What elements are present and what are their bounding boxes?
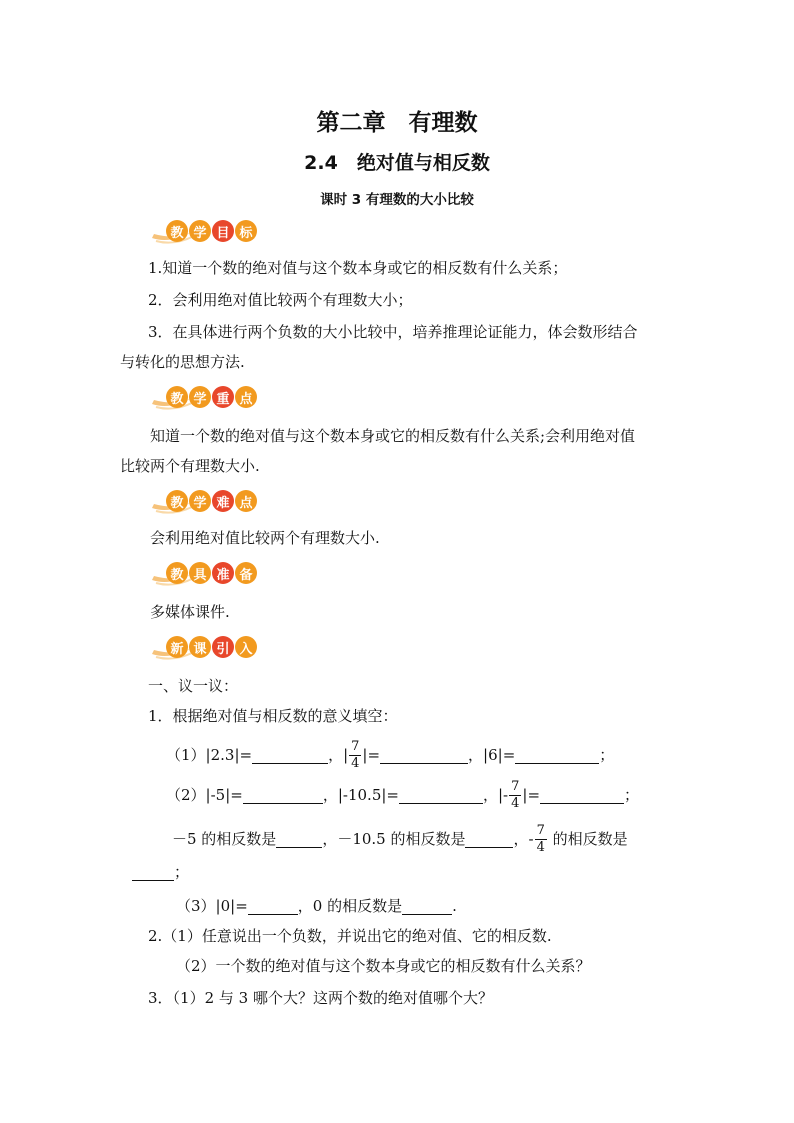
section-header-tools [150,560,258,586]
fill-line-3: －5 的相反数是 ，－10.5 的相反数是 ，- $\frac{7}{4}$ 的相反数是 [172,822,628,855]
answer-blank[interactable] [132,864,174,881]
header-char: 课 [189,636,211,658]
section-title: 2.4 绝对值与相反数 [304,152,490,174]
goal-line-1: 1.知道一个数的绝对值与这个数本身或它的相反数有什么关系； [148,259,568,277]
fraction: $\frac{7}{4}$ [536,822,545,855]
answer-blank[interactable] [380,747,468,764]
tools-line: 多媒体课件. [150,603,230,621]
header-char: 准 [212,562,234,584]
header-char: 学 [189,490,211,512]
header-char: 重 [212,386,234,408]
key-line-1: 知道一个数的绝对值与这个数本身或它的相反数有什么关系;会利用绝对值 [150,427,636,445]
answer-blank[interactable] [540,787,624,804]
section-header-goals [150,218,258,244]
section-header-key [150,384,258,410]
fraction: $\frac{7}{4}$ [511,778,520,811]
chapter-title: 第二章 有理数 [316,110,478,136]
fill-line-2: （2）|-5|= ，|-10.5|= ，|- $\frac{7}{4}$ |= ； [166,778,640,811]
fill-line-4: （3）|0|= ，0 的相反数是 . [176,897,457,915]
intro-line-1: 一、议一议： [148,677,239,695]
header-char: 备 [235,562,257,584]
goal-line-3: 3．在具体进行两个负数的大小比较中，培养推理论证能力，体会数形结合 [148,323,638,341]
header-char: 新 [166,636,188,658]
answer-blank[interactable] [399,787,483,804]
intro-line-8: 3．（1）2 与 3 哪个大？这两个数的绝对值哪个大？ [148,989,493,1007]
section-header-difficulty [150,488,258,514]
header-char: 具 [189,562,211,584]
header-char: 目 [212,220,234,242]
answer-blank[interactable] [248,898,298,915]
section-header-intro [150,634,258,660]
header-char: 教 [166,490,188,512]
answer-blank[interactable] [465,831,513,848]
header-char: 难 [212,490,234,512]
difficulty-line: 会利用绝对值比较两个有理数大小. [150,529,380,547]
header-char: 学 [189,220,211,242]
answer-blank[interactable] [402,898,452,915]
header-char: 教 [166,386,188,408]
lesson-title: 课时 3 有理数的大小比较 [320,192,474,208]
answer-blank[interactable] [252,747,328,764]
header-char: 标 [235,220,257,242]
header-char: 点 [235,386,257,408]
goal-line-2: 2．会利用绝对值比较两个有理数大小； [148,291,413,309]
key-line-2: 比较两个有理数大小. [120,457,260,475]
fill-line-1: （1）|2.3|= ，| $\frac{7}{4}$ |= ，|6|= ； [166,738,615,771]
header-char: 点 [235,490,257,512]
header-char: 学 [189,386,211,408]
answer-blank[interactable] [243,787,323,804]
header-char: 教 [166,220,188,242]
intro-line-7: （2）一个数的绝对值与这个数本身或它的相反数有什么关系？ [176,957,591,975]
goal-line-4: 与转化的思想方法. [120,353,245,371]
header-char: 入 [235,636,257,658]
fill-line-3b: ； [132,862,189,882]
intro-line-2: 1．根据绝对值与相反数的意义填空： [148,707,398,725]
header-char: 引 [212,636,234,658]
fraction: $\frac{7}{4}$ [351,738,360,771]
intro-line-6: 2.（1）任意说出一个负数，并说出它的绝对值、它的相反数. [148,927,552,945]
answer-blank[interactable] [276,831,322,848]
answer-blank[interactable] [515,747,599,764]
header-char: 教 [166,562,188,584]
